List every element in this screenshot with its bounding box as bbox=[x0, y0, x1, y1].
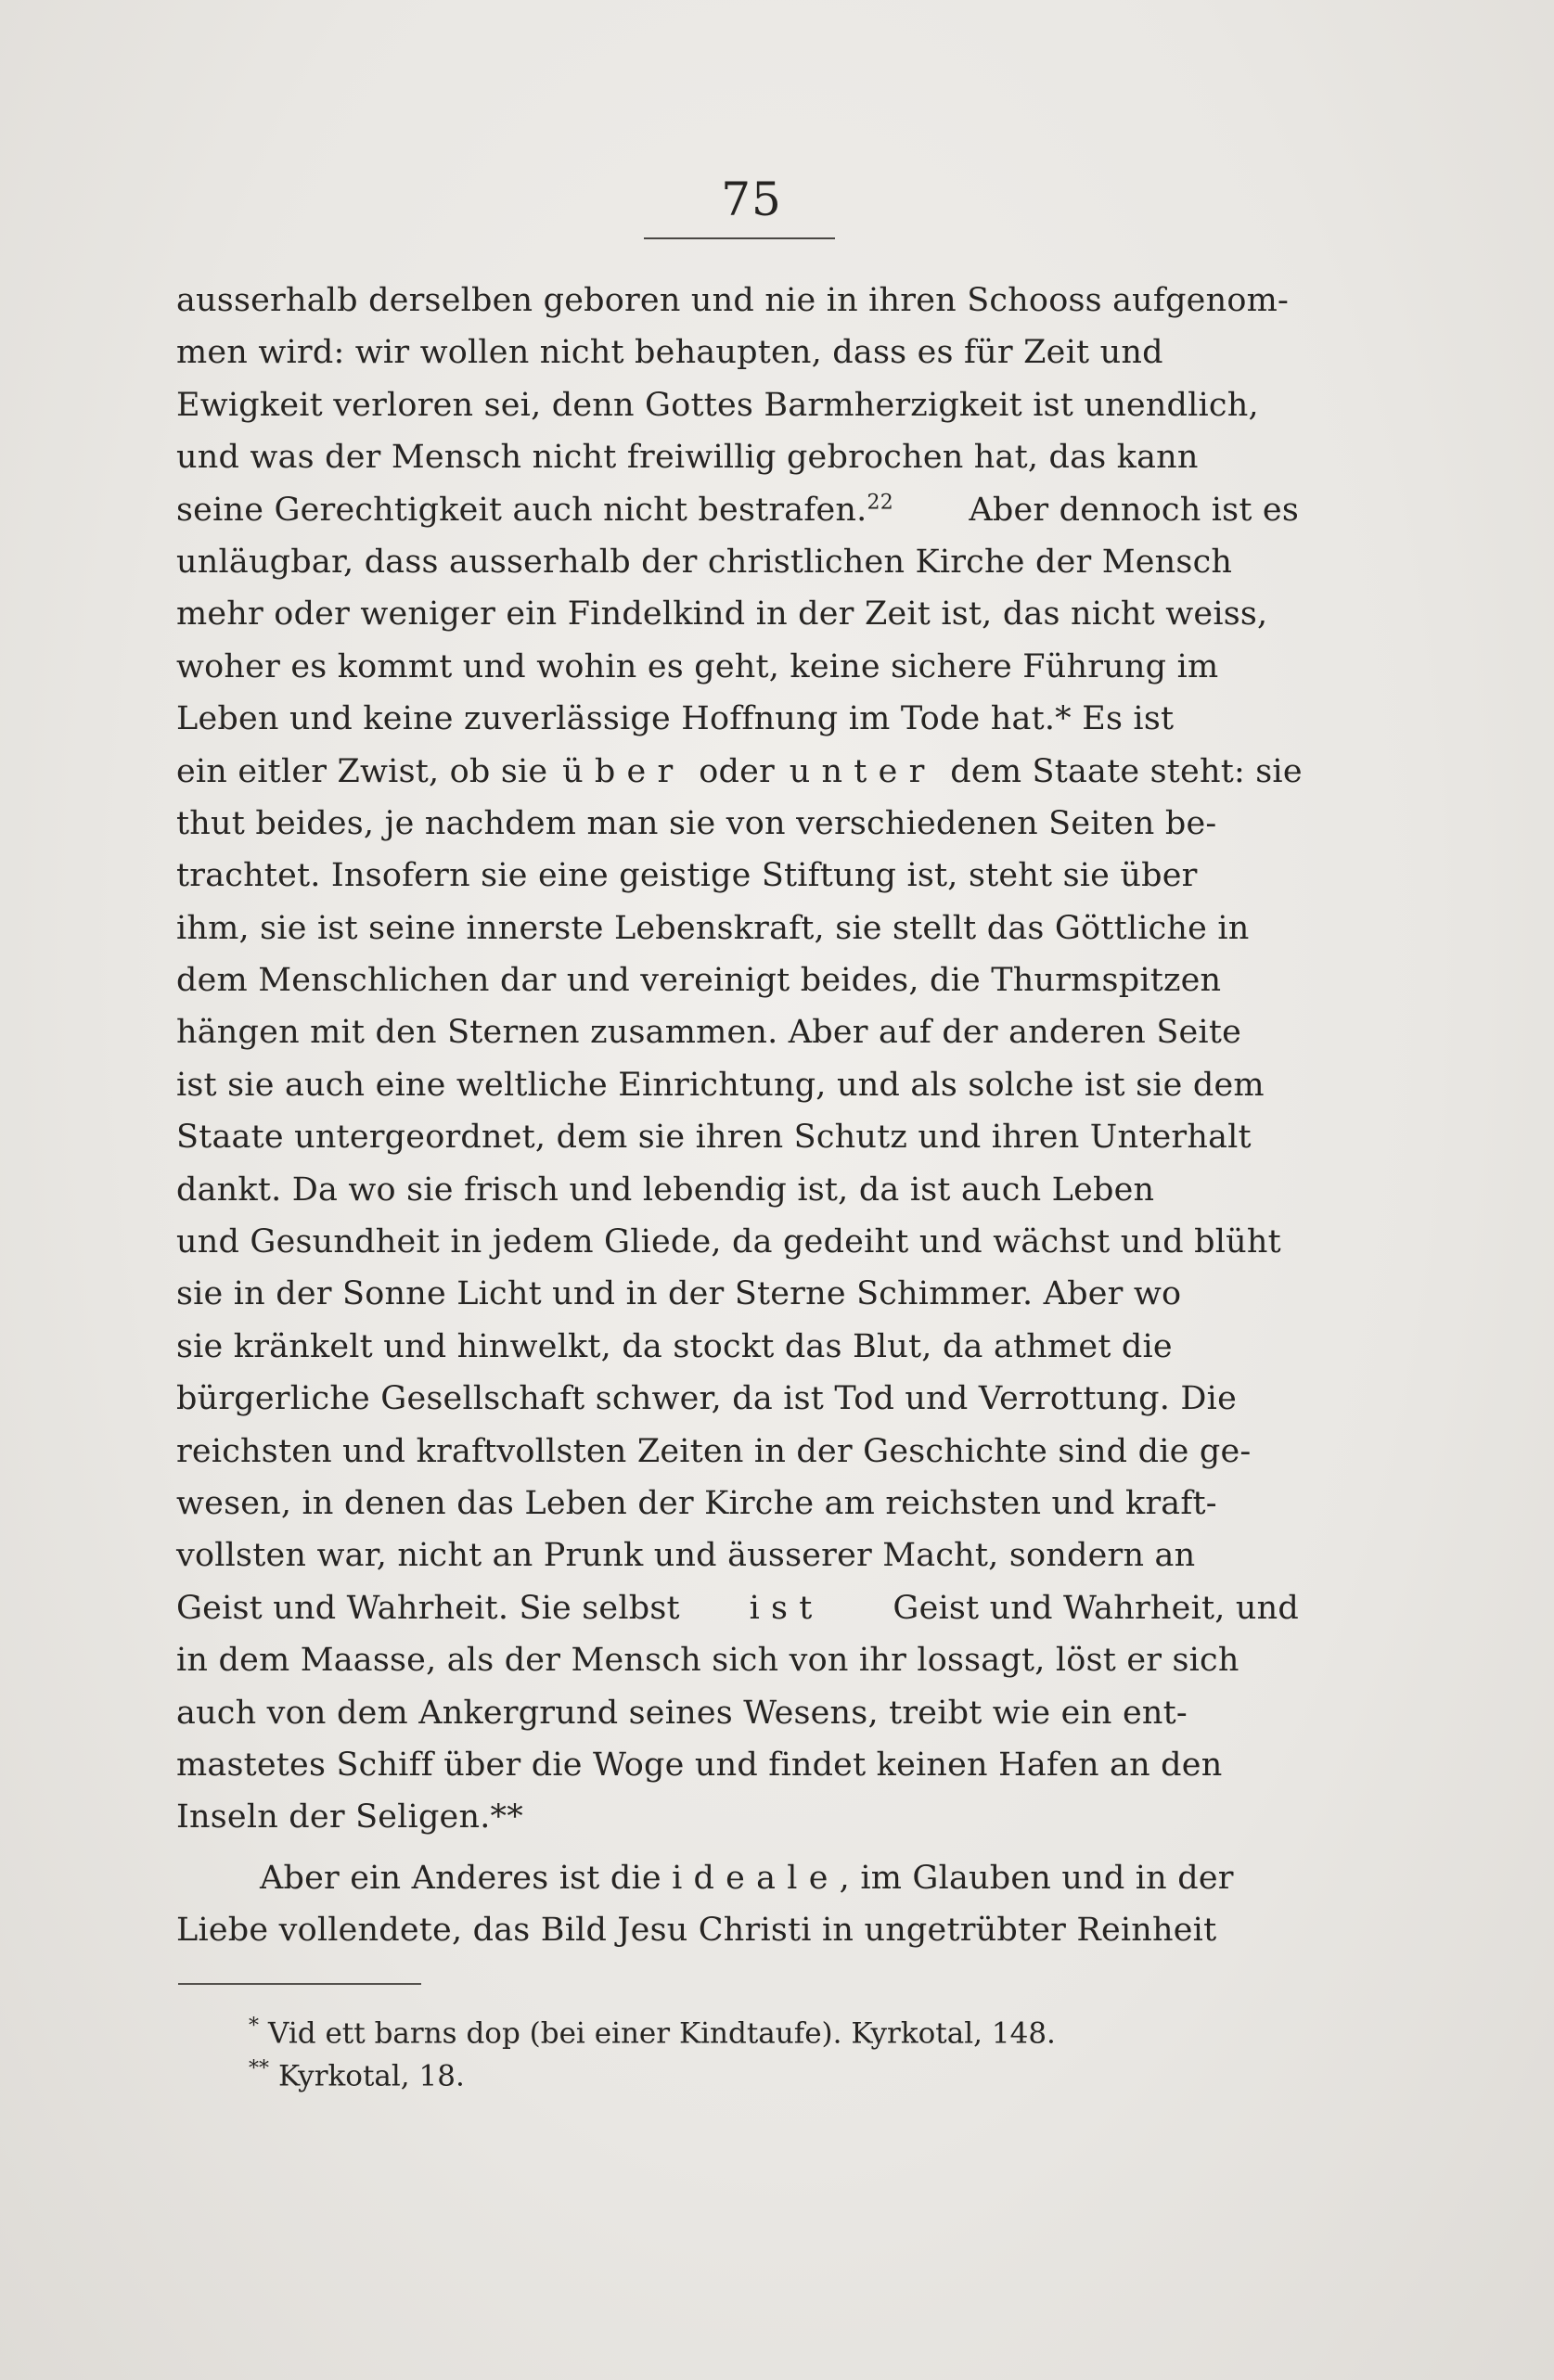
text-line: Liebe vollendete, das Bild Jesu Christi in ungetrübter Reinheit bbox=[176, 1912, 1217, 1950]
text-line: Geist und Wahrheit. Sie selbst ist Geist und Wahrheit, und bbox=[176, 1582, 1299, 1634]
text-line: dem Menschlichen dar und vereinigt beides, die Thurmspitzen bbox=[176, 962, 1222, 1000]
text-line: ist sie auch eine weltliche Einrichtung, und als solche ist sie dem bbox=[176, 1066, 1265, 1104]
footnote-rule bbox=[178, 1983, 421, 1985]
footnote-reference-22: 22 bbox=[867, 490, 893, 514]
emphasis-spaced: ist bbox=[749, 1589, 824, 1627]
text-line: ein eitler Zwist, ob sie über oder unter dem Staate steht: sie bbox=[176, 746, 1299, 798]
paragraph-2 bbox=[176, 1852, 1299, 1957]
header-rule bbox=[644, 237, 835, 239]
text-line: thut beides, je nachdem man sie von verschiedenen Seiten be- bbox=[176, 804, 1217, 842]
footnote: ** Kyrkotal, 18. bbox=[249, 2057, 465, 2093]
text-line: seine Gerechtigkeit auch nicht bestrafen.$^{22}$ Aber dennoch ist es bbox=[176, 490, 1299, 529]
text-line: wesen, in denen das Leben der Kirche am reichsten und kraft- bbox=[176, 1484, 1217, 1522]
text-line: sie in der Sonne Licht und in der Sterne Schimmer. Aber wo bbox=[176, 1275, 1182, 1313]
text-line: ausserhalb derselben geboren und nie in ihren Schooss aufgenom- bbox=[176, 282, 1290, 319]
text-line: woher es kommt und wohin es geht, keine sichere Führung im bbox=[176, 647, 1219, 685]
text-line: sie kränkelt und hinwelkt, da stockt das Blut, da athmet die bbox=[176, 1327, 1173, 1365]
text-line: mastetes Schiff über die Woge und findet keinen Hafen an den bbox=[176, 1746, 1223, 1784]
text-line: mehr oder weniger ein Findelkind in der Zeit ist, das nicht weiss, bbox=[176, 595, 1268, 633]
text-line: und was der Mensch nicht freiwillig gebrochen hat, das kann bbox=[176, 439, 1199, 477]
text-line: unläugbar, dass ausserhalb der christlichen Kirche der Mensch bbox=[176, 543, 1233, 581]
text-line: trachtet. Insofern sie eine geistige Stiftung ist, steht sie über bbox=[176, 857, 1198, 895]
text-line: Leben und keine zuverlässige Hoffnung im Tode hat.* Es ist bbox=[176, 700, 1175, 738]
footnotes bbox=[249, 2005, 1269, 2091]
text-line: und Gesundheit in jedem Gliede, da gedeiht und wächst und blüht bbox=[176, 1223, 1281, 1261]
text-line: in dem Maasse, als der Mensch sich von ihr lossagt, löst er sich bbox=[176, 1642, 1239, 1680]
text-line: reichsten und kraftvollsten Zeiten in der Geschichte sind die ge- bbox=[176, 1432, 1252, 1470]
text-line: dankt. Da wo sie frisch und lebendig ist, da ist auch Leben bbox=[176, 1171, 1155, 1209]
paragraph-1 bbox=[176, 275, 1303, 1844]
footnote: * Vid ett barns dop (bei einer Kindtaufe). Kyrkotal, 148. bbox=[249, 2015, 1056, 2051]
page-number: 75 bbox=[721, 173, 782, 226]
text-line: Ewigkeit verloren sei, denn Gottes Barmherzigkeit ist unendlich, bbox=[176, 386, 1259, 424]
text-line: ihm, sie ist seine innerste Lebenskraft, sie stellt das Göttliche in bbox=[176, 909, 1250, 947]
text-line: auch von dem Ankergrund seines Wesens, treibt wie ein ent- bbox=[176, 1694, 1188, 1732]
text-line: hängen mit den Sternen zusammen. Aber auf der anderen Seite bbox=[176, 1014, 1242, 1052]
emphasis-spaced: über bbox=[562, 752, 685, 790]
text-line: Inseln der Seligen.** bbox=[176, 1798, 523, 1836]
text-line: men wird: wir wollen nicht behaupten, dass es für Zeit und bbox=[176, 334, 1163, 372]
text-line: Staate untergeordnet, dem sie ihren Schutz und ihren Unterhalt bbox=[176, 1119, 1252, 1157]
text-line: Aber ein Anderes ist die ideale, im Glauben und in der bbox=[260, 1860, 1234, 1897]
text-line: bürgerliche Gesellschaft schwer, da ist Tod und Verrottung. Die bbox=[176, 1380, 1237, 1418]
emphasis-spaced: ideale bbox=[672, 1860, 840, 1897]
text-line: vollsten war, nicht an Prunk und äusserer Macht, sondern an bbox=[176, 1537, 1196, 1575]
emphasis-spaced: unter bbox=[789, 752, 936, 790]
